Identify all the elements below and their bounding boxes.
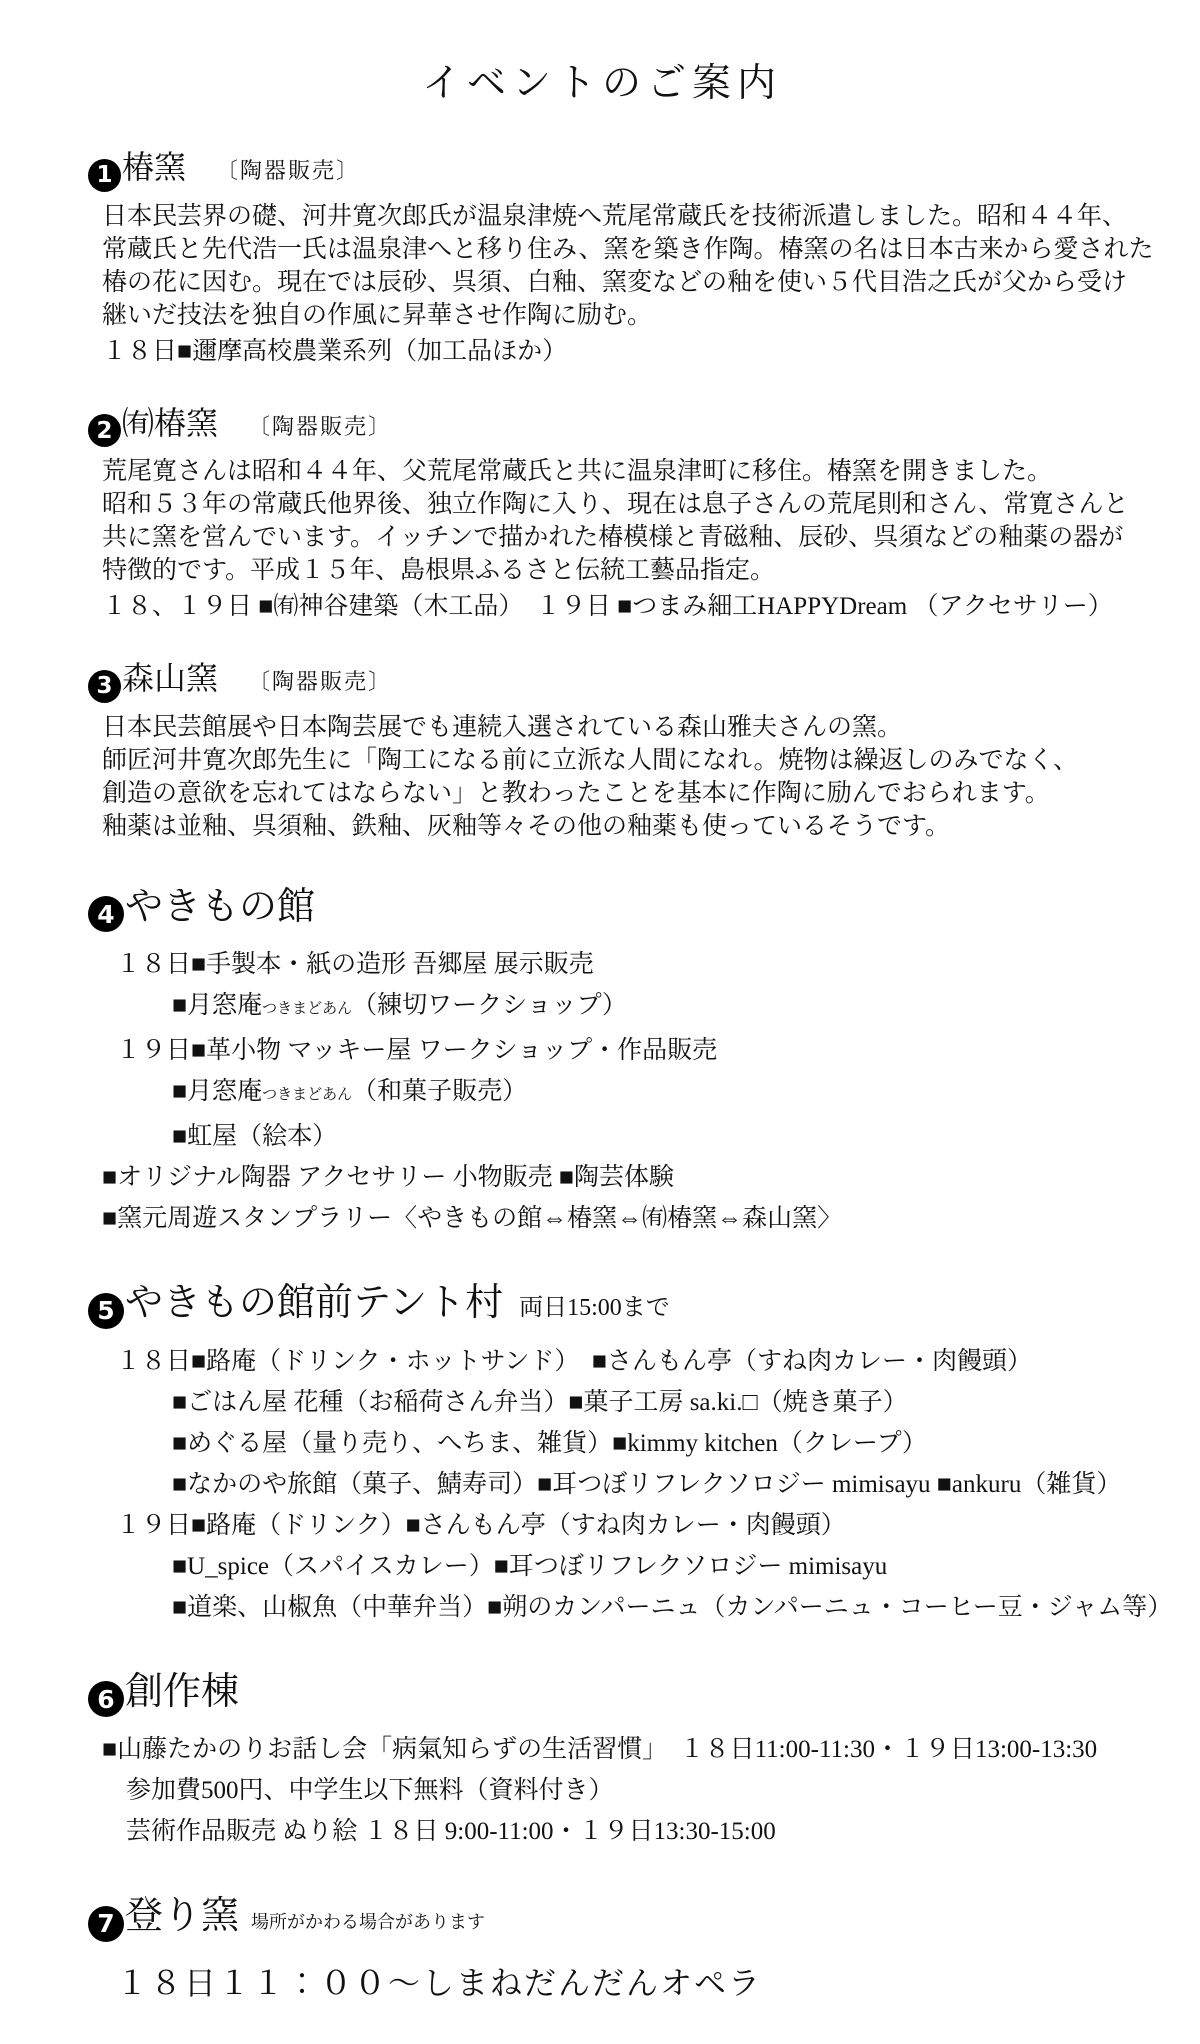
body-line: 日本民芸館展や日本陶芸展でも連続入選されている森山雅夫さんの窯。 (102, 713, 903, 741)
section-heading (88, 398, 1164, 448)
vendor-detail: （和菓子販売） (352, 1078, 528, 1105)
section-heading (88, 142, 1164, 192)
list-item: ■ごはん屋 花種（お稲荷さん弁当）■菓子工房 sa.ki.□（焼き菓子） (172, 1388, 908, 1416)
section-number-badge: 1 (88, 159, 121, 192)
section-category-tag: 〔陶器販売〕 (216, 158, 361, 183)
list-item: 参加費500円、中学生以下無料（資料付き） (126, 1777, 614, 1804)
list-item: 芸術作品販売 ぬり絵 １８日 9:00-11:00・１９日13:30-15:00 (126, 1818, 776, 1845)
body-line: 日本民芸界の礎、河井寛次郎氏が温泉津焼へ荒尾常蔵氏を技術派遣しました。昭和４４年、 (102, 202, 1128, 230)
body-line: 荒尾寛さんは昭和４４年、父荒尾常蔵氏と共に温泉津町に移住。椿窯を開きました。 (102, 458, 1053, 485)
body-line: 特徴的です。平成１５年、島根県ふるさと伝統工藝品指定。 (102, 557, 776, 584)
section-note: 両日15:00まで (519, 1295, 670, 1321)
section-note: 場所がかわる場合があります (251, 1912, 486, 1932)
list-item: １８日■手製本・紙の造形 吾郷屋 展示販売 (116, 951, 594, 978)
list-item: １８日■路庵（ドリンク・ホットサンド） ■さんもん亭（すね肉カレー・肉饅頭） (116, 1347, 1032, 1375)
section-sosaku-building (88, 1660, 1164, 1853)
section-title: 登り窯 (125, 1895, 240, 1937)
section-title: やきもの館前テント村 (125, 1282, 504, 1324)
section-yu-tsubaki-kiln (88, 398, 1164, 628)
section-category-tag: 〔陶器販売〕 (248, 413, 393, 439)
section-nobori-kiln (88, 1884, 1164, 2004)
list-item: １９日■革小物 マッキー屋 ワークショップ・作品販売 (116, 1037, 718, 1064)
list-item (172, 985, 1164, 1030)
vendor-reading: つきまどあん (262, 1087, 353, 1103)
section-yakimono-hall (88, 875, 1164, 1240)
list-item: ■山藤たかのりお話し会「病氣知らずの生活習慣」 １８日11:00-11:30・１９日13:00-13:30 (102, 1736, 1098, 1763)
list-item: ■オリジナル陶器 アクセサリー 小物販売 ■陶芸体験 (102, 1164, 674, 1191)
vendor-detail: （練切ワークショップ） (352, 992, 627, 1019)
list-item: １９日■路庵（ドリンク）■さんもん亭（すね肉カレー・肉饅頭） (116, 1511, 846, 1539)
body-line: 釉薬は並釉、呉須釉、鉄釉、灰釉等々その他の釉薬も使っているそうです。 (102, 812, 951, 840)
section-heading (88, 875, 1164, 933)
section-heading (88, 1884, 1164, 1942)
body-line: 昭和５３年の常蔵氏他界後、独立作陶に入り、現在は息子さんの荒尾則和さん、常寛さんと (102, 491, 1129, 518)
section-heading (88, 1271, 1164, 1329)
body-line: 創造の意欲を忘れてはならない」と教わったことを基本に作陶に励んでおられます。 (102, 779, 1050, 807)
body-line: 継いだ技法を独自の作風に昇華させ作陶に励む。 (102, 301, 653, 329)
list-item (172, 1071, 1164, 1116)
section-title: やきもの館 (125, 885, 316, 928)
section-heading (88, 1660, 1164, 1718)
vendor-reading: つきまどあん (262, 1001, 353, 1017)
list-item: ■虹屋（絵本） (172, 1123, 338, 1150)
section-number-badge: 3 (88, 670, 121, 703)
page-title: イベントのご案内 (421, 62, 782, 105)
list-item: ■窯元周遊スタンプラリー〈やきもの館⇔椿窯⇔㈲椿窯⇔森山窯〉 (102, 1205, 843, 1232)
vendor-name: ■月窓庵 (172, 992, 263, 1019)
section-number-badge: 2 (88, 414, 121, 447)
body-line: 共に窯を営んでいます。イッチンで描かれた椿模様と青磁釉、辰砂、呉須などの釉薬の器が (102, 524, 1124, 551)
vendor-name: ■月窓庵 (172, 1078, 263, 1105)
schedule-line: １８日■邇摩高校農業系列（加工品ほか） (102, 337, 568, 365)
schedule-line: １８、１９日 ■㈲神谷建築（木工品） １９日 ■つまみ細工HAPPYDream （アクセサリー） (102, 593, 1113, 620)
section-tsubaki-kiln (88, 142, 1164, 372)
section-number-badge: 4 (88, 896, 124, 932)
section-title: ㈲椿窯 (122, 404, 219, 441)
list-item: ■なかのや旅館（菓子、鯖寿司）■耳つぼリフレクソロジー mimisayu ■ankuru（雑貨） (172, 1470, 1122, 1498)
section-number-badge: 5 (88, 1293, 124, 1329)
body-line: 師匠河井寛次郎先生に「陶工になる前に立派な人間になれ。焼物は繰返しのみでなく、 (102, 746, 1079, 774)
list-item: ■道楽、山椒魚（中華弁当）■朔のカンパーニュ（カンパーニュ・コーヒー豆・ジャム等） (172, 1593, 1173, 1621)
body-line: 常蔵氏と先代浩一氏は温泉津へと移り住み、窯を築き作陶。椿窯の名は日本古来から愛された (102, 235, 1154, 263)
section-number-badge: 7 (88, 1906, 124, 1942)
section-moriyama-kiln (88, 653, 1164, 843)
list-item: ■めぐる屋（量り売り、へちま、雑貨）■kimmy kitchen（クレープ） (172, 1429, 927, 1457)
section-category-tag: 〔陶器販売〕 (248, 669, 393, 694)
section-tent-village (88, 1271, 1173, 1628)
section-title: 椿窯 (122, 149, 187, 185)
list-item: ■U_spice（スパイスカレー）■耳つぼリフレクソロジー mimisayu (172, 1552, 888, 1580)
section-title: 創作棟 (125, 1670, 240, 1713)
event-line: １８日１１：００～しまねだんだんオペラ (116, 1964, 763, 2001)
body-line: 椿の花に因む。現在では辰砂、呉須、白釉、窯変などの釉を使い５代目浩之氏が父から受け (102, 268, 1128, 296)
section-number-badge: 6 (88, 1681, 124, 1717)
section-title: 森山窯 (122, 660, 219, 696)
section-heading (88, 653, 1164, 703)
